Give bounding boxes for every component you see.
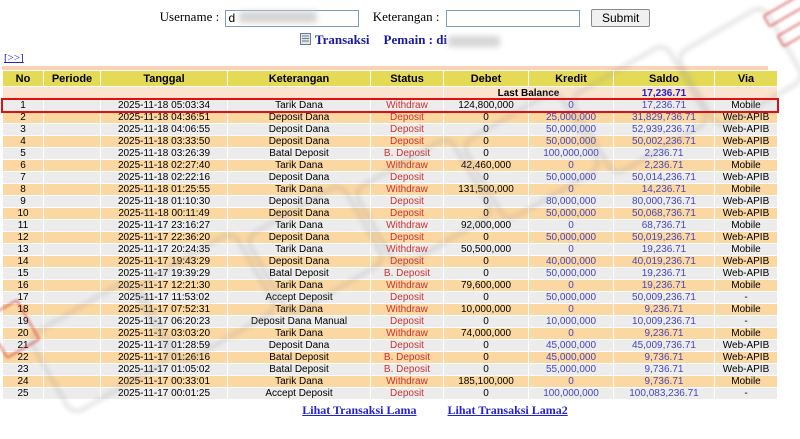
table-row	[3, 376, 777, 387]
cell-status: Deposit	[371, 172, 443, 183]
table-row	[3, 184, 777, 195]
cell-tanggal: 2025-11-17 07:52:31	[101, 304, 227, 315]
cell-periode	[44, 172, 100, 183]
table-row	[3, 124, 777, 135]
cell-tanggal: 2025-11-17 20:24:35	[101, 244, 227, 255]
cell-kredit: 0	[529, 304, 613, 315]
cell-saldo: 10,009,236.71	[614, 316, 714, 327]
cell-keterangan: Tarik Dana	[228, 304, 370, 315]
cell-kredit: 55,000,000	[529, 364, 613, 375]
cell-debet: 0	[444, 148, 528, 159]
cell-no: 6	[3, 160, 43, 171]
cell-periode	[44, 376, 100, 387]
cell-no: 15	[3, 268, 43, 279]
page-title	[0, 32, 800, 48]
cell-periode	[44, 340, 100, 351]
cell-keterangan: Batal Deposit	[228, 352, 370, 363]
cell-saldo: 19,236.71	[614, 244, 714, 255]
cell-tanggal: 2025-11-17 12:21:30	[101, 280, 227, 291]
col-debet: Debet	[444, 71, 528, 86]
cell-status: Deposit	[371, 208, 443, 219]
cell-kredit: 25,000,000	[529, 112, 613, 123]
table-row	[3, 220, 777, 231]
table-row	[3, 148, 777, 159]
table-row	[3, 388, 777, 399]
cell-no: 2	[3, 112, 43, 123]
table-row	[3, 316, 777, 327]
cell-status: Withdraw	[371, 244, 443, 255]
col-keterangan: Keterangan	[228, 71, 370, 86]
cell-saldo: 31,829,736.71	[614, 112, 714, 123]
cell-kredit: 0	[529, 244, 613, 255]
table-row	[3, 328, 777, 339]
cell-tanggal: 2025-11-18 01:25:55	[101, 184, 227, 195]
cell-kredit: 50,000,000	[529, 124, 613, 135]
cell-saldo: 45,009,736.71	[614, 340, 714, 351]
cell-via: Mobile	[715, 100, 777, 111]
cell-keterangan: Deposit Dana	[228, 256, 370, 267]
col-via: Via	[715, 71, 777, 86]
last-balance-spacer	[3, 87, 443, 99]
cell-via: Web-APIB	[715, 232, 777, 243]
cell-status: Withdraw	[371, 160, 443, 171]
cell-tanggal: 2025-11-18 02:22:16	[101, 172, 227, 183]
cell-kredit: 0	[529, 220, 613, 231]
cell-no: 8	[3, 184, 43, 195]
cell-kredit: 0	[529, 328, 613, 339]
cell-tanggal: 2025-11-17 00:01:25	[101, 388, 227, 399]
cell-no: 12	[3, 232, 43, 243]
cell-debet: 0	[444, 208, 528, 219]
last-balance-label: Last Balance	[444, 87, 613, 99]
cell-via: -	[715, 292, 777, 303]
cell-debet: 42,460,000	[444, 160, 528, 171]
cell-status: Deposit	[371, 112, 443, 123]
cell-saldo: 50,019,236.71	[614, 232, 714, 243]
cell-status: Deposit	[371, 316, 443, 327]
col-saldo: Saldo	[614, 71, 714, 86]
cell-via: Web-APIB	[715, 208, 777, 219]
table-row	[3, 112, 777, 123]
cell-via: Mobile	[715, 304, 777, 315]
table-row	[3, 280, 777, 291]
cell-no: 18	[3, 304, 43, 315]
cell-tanggal: 2025-11-18 04:36:51	[101, 112, 227, 123]
cell-kredit: 40,000,000	[529, 256, 613, 267]
cell-debet: 131,500,000	[444, 184, 528, 195]
table-row	[3, 136, 777, 147]
cell-status: Withdraw	[371, 100, 443, 111]
pemain-title: Pemain : di	[383, 32, 448, 48]
cell-status: Withdraw	[371, 304, 443, 315]
cell-keterangan: Tarik Dana	[228, 100, 370, 111]
cell-via: Web-APIB	[715, 136, 777, 147]
cell-status: Deposit	[371, 340, 443, 351]
cell-keterangan: Tarik Dana	[228, 376, 370, 387]
keterangan-label: Keterangan :	[372, 9, 440, 24]
cell-periode	[44, 124, 100, 135]
cell-keterangan: Accept Deposit	[228, 388, 370, 399]
transaksi-title: Transaksi	[314, 32, 370, 48]
cell-kredit: 100,000,000	[529, 388, 613, 399]
cell-tanggal: 2025-11-17 01:28:59	[101, 340, 227, 351]
cell-tanggal: 2025-11-18 05:03:34	[101, 100, 227, 111]
cell-no: 11	[3, 220, 43, 231]
cell-debet: 0	[444, 196, 528, 207]
cell-via: Mobile	[715, 328, 777, 339]
cell-tanggal: 2025-11-17 06:20:23	[101, 316, 227, 327]
cell-periode	[44, 136, 100, 147]
cell-no: 3	[3, 124, 43, 135]
table-row	[3, 292, 777, 303]
cell-debet: 50,500,000	[444, 244, 528, 255]
cell-saldo: 50,068,736.71	[614, 208, 714, 219]
cell-kredit: 50,000,000	[529, 232, 613, 243]
cell-no: 22	[3, 352, 43, 363]
cell-kredit: 0	[529, 160, 613, 171]
cell-keterangan: Deposit Dana	[228, 124, 370, 135]
cell-keterangan: Tarik Dana	[228, 328, 370, 339]
cell-status: Deposit	[371, 256, 443, 267]
cell-saldo: 9,736.71	[614, 376, 714, 387]
table-row	[3, 352, 777, 363]
cell-debet: 0	[444, 112, 528, 123]
table-header-row	[3, 71, 777, 86]
next-page-link[interactable]: [>>]	[4, 52, 24, 65]
cell-saldo: 50,014,236.71	[614, 172, 714, 183]
cell-saldo: 9,736.71	[614, 352, 714, 363]
cell-debet: 74,000,000	[444, 328, 528, 339]
cell-debet: 0	[444, 316, 528, 327]
cell-kredit: 0	[529, 280, 613, 291]
cell-periode	[44, 112, 100, 123]
cell-keterangan: Tarik Dana	[228, 280, 370, 291]
cell-status: B. Deposit	[371, 364, 443, 375]
cell-no: 1	[3, 100, 43, 111]
table-row	[3, 208, 777, 219]
table-row	[3, 304, 777, 315]
col-kredit: Kredit	[529, 71, 613, 86]
cell-debet: 0	[444, 268, 528, 279]
pemain-redaction-blur	[448, 36, 500, 47]
cell-status: Withdraw	[371, 280, 443, 291]
cell-debet: 185,100,000	[444, 376, 528, 387]
cell-debet: 0	[444, 388, 528, 399]
cell-keterangan: Deposit Dana	[228, 232, 370, 243]
cell-periode	[44, 256, 100, 267]
cell-debet: 0	[444, 136, 528, 147]
cell-saldo: 2,236.71	[614, 148, 714, 159]
cell-debet: 124,800,000	[444, 100, 528, 111]
table-row	[3, 268, 777, 279]
cell-via: Web-APIB	[715, 340, 777, 351]
cell-kredit: 10,000,000	[529, 316, 613, 327]
cell-kredit: 50,000,000	[529, 208, 613, 219]
filter-form	[0, 0, 800, 27]
cell-no: 5	[3, 148, 43, 159]
cell-tanggal: 2025-11-18 03:33:50	[101, 136, 227, 147]
cell-saldo: 50,002,236.71	[614, 136, 714, 147]
cell-via: Mobile	[715, 220, 777, 231]
cell-status: Withdraw	[371, 184, 443, 195]
cell-status: Deposit	[371, 136, 443, 147]
table-row	[3, 100, 777, 111]
cell-periode	[44, 268, 100, 279]
cell-no: 17	[3, 292, 43, 303]
cell-tanggal: 2025-11-18 00:11:49	[101, 208, 227, 219]
table-row	[3, 340, 777, 351]
cell-tanggal: 2025-11-18 04:06:55	[101, 124, 227, 135]
cell-keterangan: Deposit Dana Manual	[228, 316, 370, 327]
cell-no: 9	[3, 196, 43, 207]
cell-kredit: 0	[529, 100, 613, 111]
username-label: Username :	[159, 9, 220, 24]
cell-periode	[44, 220, 100, 231]
keterangan-input[interactable]	[446, 10, 580, 27]
cell-no: 7	[3, 172, 43, 183]
cell-kredit: 0	[529, 376, 613, 387]
table-row	[3, 172, 777, 183]
cell-no: 21	[3, 340, 43, 351]
cell-status: Deposit	[371, 388, 443, 399]
cell-via: Web-APIB	[715, 268, 777, 279]
cell-status: Deposit	[371, 196, 443, 207]
cell-periode	[44, 364, 100, 375]
cell-via: Web-APIB	[715, 352, 777, 363]
footer-links	[0, 403, 800, 418]
cell-via: Mobile	[715, 280, 777, 291]
cell-keterangan: Accept Deposit	[228, 292, 370, 303]
cell-saldo: 17,236.71	[614, 100, 714, 111]
cell-saldo: 19,236.71	[614, 268, 714, 279]
cell-keterangan: Deposit Dana	[228, 172, 370, 183]
cell-no: 25	[3, 388, 43, 399]
cell-status: Withdraw	[371, 328, 443, 339]
cell-status: Deposit	[371, 232, 443, 243]
cell-no: 16	[3, 280, 43, 291]
cell-no: 10	[3, 208, 43, 219]
col-periode: Periode	[44, 71, 100, 86]
cell-via: Mobile	[715, 376, 777, 387]
table-row	[3, 244, 777, 255]
cell-status: B. Deposit	[371, 352, 443, 363]
cell-periode	[44, 184, 100, 195]
cell-via: Web-APIB	[715, 196, 777, 207]
cell-saldo: 68,736.71	[614, 220, 714, 231]
cell-periode	[44, 328, 100, 339]
cell-keterangan: Tarik Dana	[228, 160, 370, 171]
cell-debet: 92,000,000	[444, 220, 528, 231]
cell-debet: 0	[444, 232, 528, 243]
cell-via: -	[715, 316, 777, 327]
cell-saldo: 52,939,236.71	[614, 124, 714, 135]
cell-kredit: 80,000,000	[529, 196, 613, 207]
cell-status: B. Deposit	[371, 148, 443, 159]
cell-periode	[44, 352, 100, 363]
cell-saldo: 19,236.71	[614, 280, 714, 291]
cell-keterangan: Deposit Dana	[228, 196, 370, 207]
transactions-table	[2, 70, 778, 400]
cell-keterangan: Deposit Dana	[228, 112, 370, 123]
cell-no: 4	[3, 136, 43, 147]
cell-saldo: 50,009,236.71	[614, 292, 714, 303]
cell-keterangan: Deposit Dana	[228, 340, 370, 351]
cell-periode	[44, 244, 100, 255]
lihat-transaksi-lama2-link[interactable]: Lihat Transaksi Lama2	[447, 403, 568, 418]
cell-via: Mobile	[715, 160, 777, 171]
cell-saldo: 100,083,236.71	[614, 388, 714, 399]
cell-tanggal: 2025-11-17 11:53:02	[101, 292, 227, 303]
cell-saldo: 40,019,236.71	[614, 256, 714, 267]
cell-via: Web-APIB	[715, 124, 777, 135]
cell-status: Withdraw	[371, 376, 443, 387]
cell-periode	[44, 280, 100, 291]
cell-keterangan: Deposit Dana	[228, 136, 370, 147]
cell-tanggal: 2025-11-17 00:33:01	[101, 376, 227, 387]
username-input[interactable]	[225, 10, 359, 27]
cell-periode	[44, 304, 100, 315]
cell-status: Deposit	[371, 292, 443, 303]
transaksi-report-icon	[300, 33, 311, 45]
cell-saldo: 9,736.71	[614, 364, 714, 375]
cell-kredit: 50,000,000	[529, 292, 613, 303]
cell-status: B. Deposit	[371, 268, 443, 279]
cell-debet: 10,000,000	[444, 304, 528, 315]
cell-via: Web-APIB	[715, 364, 777, 375]
cell-kredit: 45,000,000	[529, 352, 613, 363]
cell-saldo: 9,236.71	[614, 304, 714, 315]
cell-kredit: 100,000,000	[529, 148, 613, 159]
cell-no: 23	[3, 364, 43, 375]
cell-debet: 0	[444, 364, 528, 375]
cell-no: 24	[3, 376, 43, 387]
cell-keterangan: Batal Deposit	[228, 364, 370, 375]
last-balance-row	[3, 87, 777, 99]
cell-periode	[44, 292, 100, 303]
cell-periode	[44, 148, 100, 159]
cell-saldo: 80,000,736.71	[614, 196, 714, 207]
cell-debet: 0	[444, 172, 528, 183]
cell-no: 19	[3, 316, 43, 327]
cell-tanggal: 2025-11-17 19:39:29	[101, 268, 227, 279]
table-row	[3, 232, 777, 243]
cell-saldo: 2,236.71	[614, 160, 714, 171]
submit-button[interactable]: Submit	[591, 9, 650, 27]
cell-periode	[44, 160, 100, 171]
cell-via: Web-APIB	[715, 112, 777, 123]
cell-debet: 0	[444, 340, 528, 351]
cell-tanggal: 2025-11-18 02:27:40	[101, 160, 227, 171]
cell-via: Mobile	[715, 184, 777, 195]
cell-debet: 0	[444, 256, 528, 267]
table-row	[3, 160, 777, 171]
cell-kredit: 45,000,000	[529, 340, 613, 351]
cell-periode	[44, 100, 100, 111]
cell-tanggal: 2025-11-17 22:36:20	[101, 232, 227, 243]
table-row	[3, 196, 777, 207]
cell-keterangan: Batal Deposit	[228, 268, 370, 279]
cell-kredit: 50,000,000	[529, 136, 613, 147]
cell-via: Web-APIB	[715, 148, 777, 159]
cell-via: Mobile	[715, 244, 777, 255]
cell-periode	[44, 232, 100, 243]
cell-no: 13	[3, 244, 43, 255]
cell-via: Web-APIB	[715, 172, 777, 183]
cell-kredit: 50,000,000	[529, 268, 613, 279]
cell-tanggal: 2025-11-17 03:03:20	[101, 328, 227, 339]
col-tanggal: Tanggal	[101, 71, 227, 86]
cell-tanggal: 2025-11-17 01:26:16	[101, 352, 227, 363]
last-balance-via-spacer	[715, 87, 777, 99]
lihat-transaksi-lama-link[interactable]: Lihat Transaksi Lama	[302, 403, 417, 418]
cell-tanggal: 2025-11-17 23:16:27	[101, 220, 227, 231]
cell-debet: 0	[444, 292, 528, 303]
cell-debet: 79,600,000	[444, 280, 528, 291]
cell-keterangan: Tarik Dana	[228, 220, 370, 231]
cell-saldo: 14,236.71	[614, 184, 714, 195]
cell-debet: 0	[444, 352, 528, 363]
cell-keterangan: Deposit Dana	[228, 208, 370, 219]
cell-no: 14	[3, 256, 43, 267]
cell-keterangan: Tarik Dana	[228, 184, 370, 195]
cell-kredit: 50,000,000	[529, 172, 613, 183]
cell-tanggal: 2025-11-17 19:43:29	[101, 256, 227, 267]
cell-via: -	[715, 388, 777, 399]
table-row	[3, 256, 777, 267]
cell-saldo: 9,236.71	[614, 328, 714, 339]
cell-no: 20	[3, 328, 43, 339]
cell-keterangan: Tarik Dana	[228, 244, 370, 255]
cell-via: Web-APIB	[715, 256, 777, 267]
cell-status: Deposit	[371, 124, 443, 135]
cell-periode	[44, 208, 100, 219]
cell-tanggal: 2025-11-18 03:26:39	[101, 148, 227, 159]
col-status: Status	[371, 71, 443, 86]
col-no: No	[3, 71, 43, 86]
cell-tanggal: 2025-11-18 01:10:30	[101, 196, 227, 207]
cell-tanggal: 2025-11-17 01:05:02	[101, 364, 227, 375]
cell-periode	[44, 316, 100, 327]
cell-debet: 0	[444, 124, 528, 135]
cell-status: Withdraw	[371, 220, 443, 231]
cell-keterangan: Batal Deposit	[228, 148, 370, 159]
table-row	[3, 364, 777, 375]
last-balance-value: 17,236.71	[614, 87, 714, 99]
username-input-wrap	[225, 9, 359, 27]
cell-periode	[44, 388, 100, 399]
cell-periode	[44, 196, 100, 207]
cell-kredit: 0	[529, 184, 613, 195]
